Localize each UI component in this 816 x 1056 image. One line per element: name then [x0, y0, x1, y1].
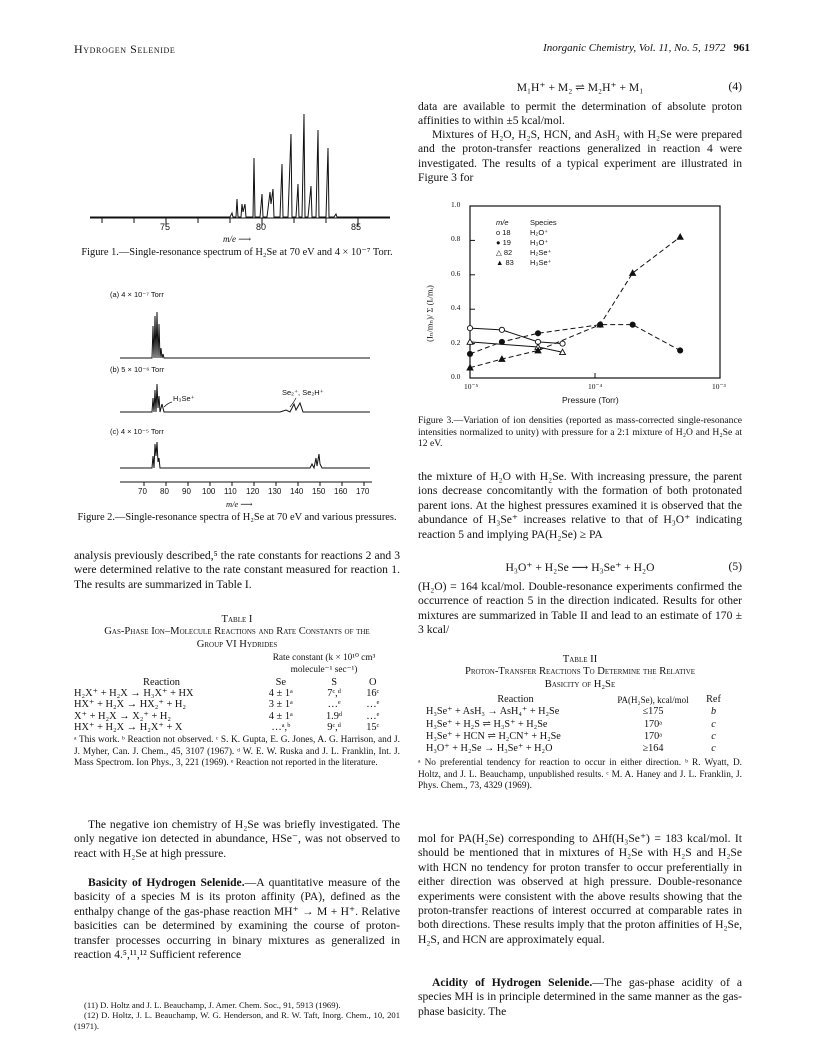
reaction-cell: H₃O⁺ + H₂Se → H₃Se⁺ + H₂O — [426, 743, 553, 755]
fig2-tick: 140 — [290, 487, 304, 496]
s-cell: …ᵉ — [327, 699, 341, 711]
fig2-tick: 160 — [334, 487, 348, 496]
equation-4-text: M₁H⁺ + M₂ ⇌ M₂H⁺ + M₁ — [516, 81, 644, 94]
fig3-ytick: 0.2 — [451, 338, 461, 347]
fig3-x-label: Pressure (Torr) — [562, 395, 619, 405]
table-1-title: Gas-Phase Ion–Molecule Reactions and Rate Constants of the Group VI Hydrides — [104, 626, 370, 650]
col-header-reaction: Reaction — [143, 676, 180, 688]
fig2-panel-b-label: (b) 5 × 10⁻⁶ Torr — [110, 365, 165, 374]
table-1-grid — [74, 677, 390, 733]
ref-cell: c — [711, 718, 716, 730]
legend-item — [496, 238, 557, 248]
s-cell: 7ᶜ,ᵈ — [327, 688, 341, 700]
page-number: 961 — [733, 42, 750, 54]
footnote-references — [74, 1000, 400, 1031]
table-2-title: Proton-Transfer Reactions To Determine the Relative Basicity of H₂Se — [464, 666, 696, 690]
fig1-tick-80: 80 — [256, 222, 267, 232]
fig3-ytick: 0.4 — [451, 303, 461, 312]
table-row — [74, 699, 390, 710]
data-point — [499, 327, 504, 332]
figure-3 — [420, 200, 742, 412]
fig3-legend — [496, 218, 557, 268]
table-2-label: Table II — [562, 654, 598, 665]
data-point — [678, 348, 683, 353]
table-2-grid — [418, 694, 734, 755]
table-row — [74, 722, 390, 733]
table-row — [418, 719, 734, 731]
figure-1-spectrum — [90, 74, 390, 234]
col-header-se: Se — [275, 676, 287, 688]
col-header-o: O — [369, 676, 377, 688]
fig2-axis-label: m/e ⟶ — [226, 499, 253, 509]
table-1-header-row — [74, 677, 390, 688]
fig3-y-label: (Iₙ/mₙ)/ Σ (Iᵢ/mᵢ) — [424, 285, 435, 342]
pa-cell: ≥164 — [642, 743, 664, 755]
table-row — [418, 706, 734, 718]
right-paragraph-6-body: —The gas-phase acidity of a species MH is in principle determined in the same manner as the gas-phase basicity. The — [418, 976, 742, 1018]
fig2-panel-a-label: (a) 4 × 10⁻⁷ Torr — [110, 290, 164, 299]
data-point — [535, 331, 540, 336]
table-1 — [74, 614, 400, 769]
col-header-s: S — [331, 676, 337, 688]
right-paragraph-4: (H₂O) = 164 kcal/mol. Double-resonance experiments confirmed the occurrence of reaction 5 in the direction indicated. Results for other mixtures are summarized in Table II and lead to an estimate of 170 ± 3 kcal/ — [418, 580, 742, 637]
legend-species: H₃O⁺ — [530, 238, 549, 247]
right-paragraph-5: mol for PA(H₂Se) corresponding to ΔHf(H₃Se⁺) = 183 kcal/mol. It should be mentioned that in mixtures of H₂Se with H₂S and H₂Se with HCN no tendency for proton transfer to occur preferentially in either direction was observed at high pressure. Double-resonance experiments were consistent with the above results showing that the proton-transfer reactions of interest occurred at comparable rates in both directions. These results imply that the proton affinities of H₂Se, H₂S, and HCN are approximately equal. — [418, 832, 742, 946]
y-label-wrap — [420, 285, 440, 342]
table-row — [74, 688, 390, 699]
reaction-cell: X⁺ + H₂X → X₂⁺ + H₂ — [74, 710, 172, 722]
fig2-peak-label-h3se: H₃Se⁺ — [173, 394, 195, 403]
se-cell: …ᵃ,ᵇ — [271, 722, 291, 733]
fig2-panel-c-label: (c) 4 × 10⁻⁵ Torr — [110, 427, 164, 436]
reference-11: (11) D. Holtz and J. L. Beauchamp, J. Amer. Chem. Soc., 91, 5913 (1969). — [84, 1000, 341, 1010]
table-row — [418, 731, 734, 743]
table-2 — [418, 654, 742, 792]
figure-2-spectra — [100, 286, 390, 496]
table-1-footnote: ᵃ This work. ᵇ Reaction not observed. ᶜ S. K. Gupta, E. G. Jones, A. G. Harrison, and J. J. Myher, Can. J. Chem., 45, 3107 (1967). ᵈ W. E. W. Ruska and J. L. Franklin, Int. J. Mass Spectrom. Ion Phys., 3, 221 (1969). ᵉ Reaction not reported in the literature. — [74, 735, 400, 768]
data-point — [677, 234, 683, 239]
data-point — [560, 341, 565, 346]
reaction-cell: H₃Se⁺ + HCN ⇌ H₂CN⁺ + H₂Se — [426, 730, 561, 742]
left-paragraph-3 — [74, 876, 400, 962]
legend-me: ▲ 83 — [496, 258, 514, 267]
running-head-right — [543, 42, 750, 54]
fig1-tick-75: 75 — [160, 222, 171, 232]
o-cell: 16ᶜ — [366, 688, 380, 700]
table-2-footnote: ᵃ No preferential tendency for reaction to occur in either direction. ᵇ R. Wyatt, D. Holtz, and J. L. Beauchamp, unpublished results. ᶜ M. A. Haney and J. L. Franklin, J. Phys. Chem., 73, 4329 (1969). — [418, 758, 742, 791]
ref-cell: b — [710, 706, 717, 718]
legend-me: o 18 — [496, 228, 511, 237]
figure-1 — [90, 74, 390, 264]
fig2-tick: 90 — [182, 487, 191, 496]
s-cell: 1.9ᵈ — [325, 710, 343, 722]
data-point — [630, 322, 635, 327]
reaction-cell: HX⁺ + H₂X → H₂X⁺ + X — [74, 722, 183, 733]
fig2-peak-label-se2: Se₂⁺, Se₂H⁺ — [282, 388, 324, 397]
equation-4 — [418, 80, 742, 94]
journal-citation: Inorganic Chemistry, Vol. 11, No. 5, 1972 — [543, 42, 726, 54]
table-row — [74, 711, 390, 722]
fig3-xtick: 10⁻⁵ — [464, 382, 479, 391]
fig3-xtick: 10⁻⁴ — [588, 382, 603, 391]
left-paragraph-3-body: —A quantitative measure of the basicity of a species M is its proton affinity (PA), defined as the enthalpy change of the gas-phase reaction MH⁺ → M + H⁺. Relative basicities can be determined by examining the course of proton-transfer processes occurring in binary mixtures as generalized in reaction 4.⁵,¹¹,¹² Sufficient reference — [74, 876, 400, 962]
legend-header-me: m/e — [496, 218, 509, 227]
fig3-ytick: 0.0 — [451, 372, 461, 381]
s-cell: 9ᶜ,ᵈ — [327, 722, 341, 733]
equation-4-number: (4) — [728, 80, 742, 93]
col-header-pa: PA(H₂Se), kcal/mol — [617, 695, 689, 706]
legend-me: △ 82 — [496, 248, 513, 257]
figure-1-caption: Figure 1.—Single-resonance spectrum of H₂Se at 70 eV and 4 × 10⁻⁷ Torr. — [81, 247, 393, 258]
series-line-2 — [470, 342, 563, 352]
right-paragraph-3: the mixture of H₂O with H₂Se. With increasing pressure, the parent ions decrease concomitantly with the formation of both protonated parent ions. At the highest pressures examined it is observed that the abundance of H₃Se⁺ increases relative to that of H₃O⁺ indicating reaction 5 and implying PA(H₂Se) ≥ PA — [418, 470, 742, 541]
legend-species: H₂Se⁺ — [530, 248, 552, 257]
table-row — [418, 743, 734, 755]
right-paragraph-1: data are available to permit the determination of absolute proton affinities to within ±5 kcal/mol. — [418, 100, 742, 128]
col-header-reaction: Reaction — [497, 694, 534, 706]
data-point — [467, 351, 472, 356]
fig3-ytick: 1.0 — [451, 200, 461, 209]
o-cell: …ᵉ — [366, 710, 380, 722]
fig3-ytick: 0.6 — [451, 269, 461, 278]
equation-5-text: H₃O⁺ + H₂Se ⟶ H₃Se⁺ + H₂O — [505, 561, 655, 574]
data-point — [467, 326, 472, 331]
fig2-tick: 110 — [224, 487, 237, 496]
section-title-acidity: Acidity of Hydrogen Selenide. — [432, 976, 593, 989]
section-title-basicity: Basicity of Hydrogen Selenide. — [88, 876, 245, 889]
se-cell: 3 ± 1ᵃ — [268, 699, 293, 711]
o-cell: 15ᶜ — [366, 722, 380, 733]
fig2-tick: 70 — [138, 487, 147, 496]
fig3-xtick: 10⁻³ — [712, 382, 726, 391]
ref-cell: c — [711, 730, 716, 742]
series-line-0 — [470, 328, 563, 343]
table-1-label: Table I — [221, 614, 253, 625]
left-paragraph-2: The negative ion chemistry of H₂Se was briefly investigated. The only negative ion detected in abundance, HSe⁻, was not observed to react with H₂Se at high pressure. — [74, 818, 400, 860]
fig1-axis-label: m/e ⟶ — [223, 234, 252, 244]
legend-header-species: Species — [530, 218, 557, 227]
running-head-left: Hydrogen Selenide — [74, 42, 176, 56]
equation-5 — [418, 560, 742, 574]
figure-3-caption: Figure 3.—Variation of ion densities (reported as mass-corrected single-resonance intensities normalized to unity) with pressure for a 2:1 mixture of H₂O and H₂Se at 12 eV. — [418, 415, 742, 450]
right-paragraph-6 — [418, 976, 742, 1019]
fig2-tick: 120 — [246, 487, 260, 496]
fig2-tick: 80 — [160, 487, 169, 496]
se-cell: 4 ± 1ᵃ — [268, 710, 293, 722]
fig1-tick-85: 85 — [351, 222, 362, 232]
fig2-tick: 170 — [356, 487, 370, 496]
fig2-tick: 150 — [312, 487, 326, 496]
reaction-cell: H₂X⁺ + H₂X → H₃X⁺ + HX — [74, 688, 194, 700]
fig2-tick: 100 — [202, 487, 216, 496]
fig3-ytick: 0.8 — [451, 234, 461, 243]
legend-item — [496, 248, 557, 258]
table-2-header-row — [418, 694, 734, 706]
left-paragraph-1: analysis previously described,⁵ the rate constants for reactions 2 and 3 were determined relative to the rate constant measured for reaction 1. The results are summarized in Table I. — [74, 549, 400, 591]
figure-2-caption: Figure 2.—Single-resonance spectra of H₂Se at 70 eV and various pressures. — [77, 512, 397, 523]
right-paragraph-2: Mixtures of H₂O, H₂S, HCN, and AsH₃ with H₂Se were prepared and the proton-transfer reactions generalized in reaction 4 were investigated. The results of a typical experiment are illustrated in Figure 3 for — [418, 128, 742, 185]
o-cell: …ᵉ — [366, 699, 380, 711]
equation-5-number: (5) — [728, 560, 742, 573]
figure-3-chart — [420, 200, 742, 412]
reaction-cell: H₃Se⁺ + H₂S ⇌ H₃S⁺ + H₂Se — [426, 718, 548, 730]
figure-2 — [100, 286, 390, 516]
reaction-cell: HX⁺ + H₂X → HX₂⁺ + H₂ — [74, 699, 187, 711]
legend-item — [496, 258, 557, 268]
pa-cell: ≤175 — [642, 706, 664, 718]
legend-item — [496, 228, 557, 238]
se-cell: 4 ± 1ᵃ — [268, 688, 293, 700]
legend-species: H₃Se⁺ — [530, 258, 552, 267]
col-header-ref: Ref — [706, 694, 721, 706]
pa-cell: 170ᵃ — [643, 718, 663, 730]
fig2-tick: 130 — [268, 487, 282, 496]
reaction-cell: H₃Se⁺ + AsH₃ → AsH₄⁺ + H₂Se — [426, 706, 560, 718]
table-1-rate-header: Rate constant (k × 10¹⁰ cm³ molecule⁻¹ sec⁻¹) — [272, 653, 376, 675]
legend-me: ● 19 — [496, 238, 511, 247]
legend-header — [496, 218, 557, 228]
pa-cell: 170ᵃ — [643, 730, 663, 742]
reference-12: (12) D. Holtz, J. L. Beauchamp, W. G. Henderson, and R. W. Taft, Inorg. Chem., 10, 201 (1971). — [74, 1010, 400, 1031]
ref-cell: c — [711, 743, 716, 755]
legend-species: H₂O⁺ — [530, 228, 549, 237]
